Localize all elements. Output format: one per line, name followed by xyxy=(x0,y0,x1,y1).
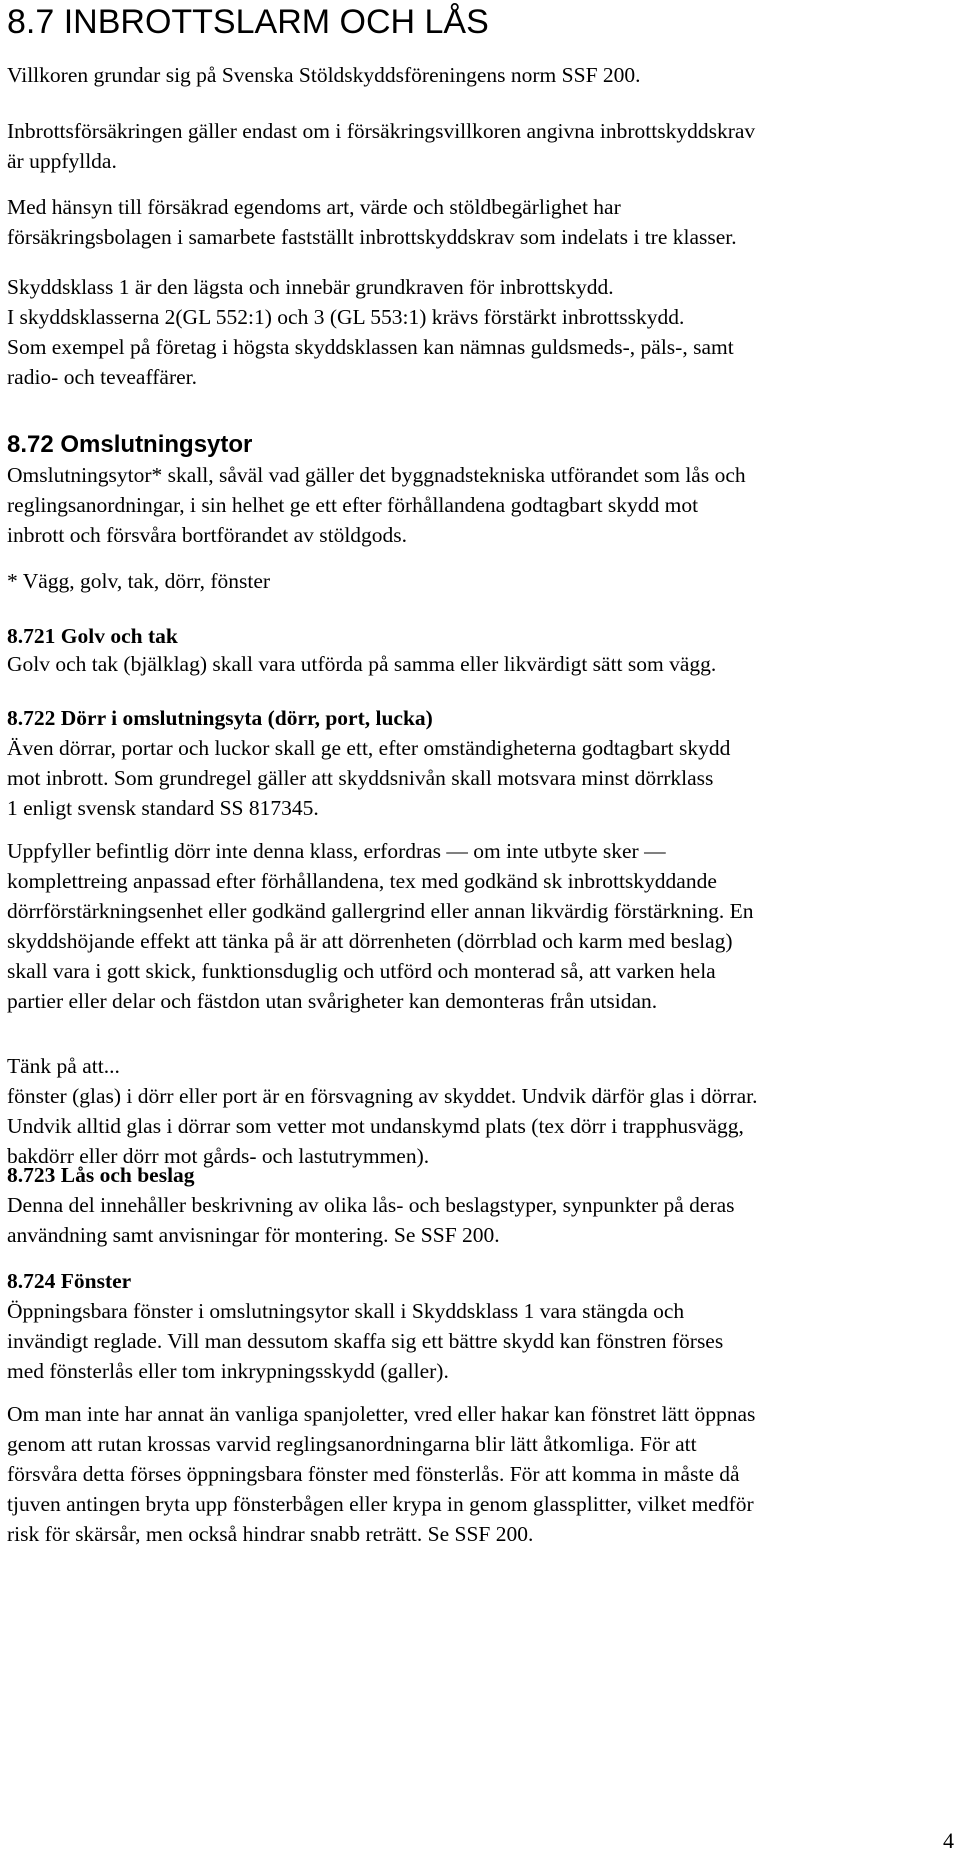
text-line: med fönsterlås eller tom inkrypningsskydd (galler). xyxy=(7,1359,449,1383)
intro-paragraph-3 xyxy=(7,192,957,252)
text-line: skyddshöjande effekt att tänka på är att dörrenheten (dörrblad och karm med beslag) xyxy=(7,929,733,953)
text-line: genom att rutan krossas varvid reglingsanordningarna blir lätt åtkomliga. För att xyxy=(7,1432,697,1456)
text-line: försäkringsbolagen i samarbete fastställt inbrottskyddskrav som indelats i tre klasser. xyxy=(7,225,737,249)
text-line: I skyddsklasserna 2(GL 552:1) och 3 (GL 553:1) krävs förstärkt inbrottsskydd. xyxy=(7,305,685,329)
text-line: Undvik alltid glas i dörrar som vetter mot undanskymd plats (tex dörr i trapphusvägg, xyxy=(7,1114,744,1138)
section-8722-body xyxy=(7,733,957,823)
section-872-footnote: * Vägg, golv, tak, dörr, fönster xyxy=(7,569,271,593)
page-title: 8.7 INBROTTSLARM OCH LÅS xyxy=(7,3,489,41)
text-line: Även dörrar, portar och luckor skall ge ett, efter omständigheterna godtagbart skydd xyxy=(7,736,731,760)
text-line: Omslutningsytor* skall, såväl vad gäller det byggnadstekniska utförandet som lås och xyxy=(7,463,746,487)
text-line: Med hänsyn till försäkrad egendoms art, värde och stöldbegärlighet har xyxy=(7,195,621,219)
intro-paragraph-2 xyxy=(7,116,957,176)
section-heading-8724: 8.724 Fönster xyxy=(7,1269,132,1293)
text-line: invändigt reglade. Vill man dessutom skaffa sig ett bättre skydd kan fönstren förses xyxy=(7,1329,724,1353)
section-heading-8723: 8.723 Lås och beslag xyxy=(7,1163,195,1187)
text-line: Om man inte har annat än vanliga spanjoletter, vred eller hakar kan fönstret lätt öppnas xyxy=(7,1402,756,1426)
text-line: 1 enligt svensk standard SS 817345. xyxy=(7,796,319,820)
text-line: Som exempel på företag i högsta skyddsklassen kan nämnas guldsmeds-, päls-, samt xyxy=(7,335,734,359)
section-872-body xyxy=(7,460,957,550)
text-line: Skyddsklass 1 är den lägsta och innebär grundkraven för inbrottskydd. xyxy=(7,275,614,299)
text-line: försvåra detta förses öppningsbara fönster med fönsterlås. För att komma in måste då xyxy=(7,1462,740,1486)
text-line: inbrott och försvåra bortförandet av stöldgods. xyxy=(7,523,408,547)
text-line: Uppfyller befintlig dörr inte denna klass, erfordras — om inte utbyte sker — xyxy=(7,839,666,863)
section-heading-8721: 8.721 Golv och tak xyxy=(7,624,178,648)
section-8722-paragraph-2 xyxy=(7,836,957,1016)
intro-paragraph-1: Villkoren grundar sig på Svenska Stöldskyddsföreningens norm SSF 200. xyxy=(7,63,641,87)
section-8724-paragraph-2 xyxy=(7,1399,957,1549)
section-8722-tip xyxy=(7,1051,957,1171)
text-line: mot inbrott. Som grundregel gäller att skyddsnivån skall motsvara minst dörrklass xyxy=(7,766,714,790)
text-line: tjuven antingen bryta upp fönsterbågen eller krypa in genom glassplitter, vilket medför xyxy=(7,1492,754,1516)
text-line: dörrförstärkningsenhet eller godkänd gallergrind eller annan likvärdig förstärkning. En xyxy=(7,899,754,923)
intro-paragraph-4 xyxy=(7,272,957,392)
text-line: reglingsanordningar, i sin helhet ge ett efter förhållandena godtagbart skydd mot xyxy=(7,493,699,517)
section-heading-872: 8.72 Omslutningsytor xyxy=(7,431,253,458)
text-line: risk för skärsår, men också hindrar snabb reträtt. Se SSF 200. xyxy=(7,1522,534,1546)
text-line: är uppfyllda. xyxy=(7,149,117,173)
text-line: partier eller delar och fästdon utan svårigheter kan demonteras från utsidan. xyxy=(7,989,658,1013)
text-line: Tänk på att... xyxy=(7,1054,120,1078)
section-heading-8722: 8.722 Dörr i omslutningsyta (dörr, port, lucka) xyxy=(7,706,433,730)
text-line: fönster (glas) i dörr eller port är en försvagning av skyddet. Undvik därför glas i dörrar. xyxy=(7,1084,758,1108)
text-line: komplettreing anpassad efter förhållandena, tex med godkänd sk inbrottskyddande xyxy=(7,869,717,893)
text-line: Inbrottsförsäkringen gäller endast om i försäkringsvillkoren angivna inbrottskyddskrav xyxy=(7,119,756,143)
text-line: skall vara i gott skick, funktionsduglig och utförd och monterad så, att varken hela xyxy=(7,959,716,983)
text-line: bakdörr eller dörr mot gårds- och lastutrymmen). xyxy=(7,1144,430,1168)
text-line: Denna del innehåller beskrivning av olika lås- och beslagstyper, synpunkter på deras xyxy=(7,1193,735,1217)
text-line: Öppningsbara fönster i omslutningsytor skall i Skyddsklass 1 vara stängda och xyxy=(7,1299,685,1323)
section-8724-body xyxy=(7,1296,957,1386)
page-number: 4 xyxy=(943,1828,954,1853)
text-line: användning samt anvisningar för montering. Se SSF 200. xyxy=(7,1223,500,1247)
section-8723-body xyxy=(7,1190,957,1250)
section-8721-body: Golv och tak (bjälklag) skall vara utförda på samma eller likvärdigt sätt som vägg. xyxy=(7,652,717,676)
text-line: radio- och teveaffärer. xyxy=(7,365,198,389)
